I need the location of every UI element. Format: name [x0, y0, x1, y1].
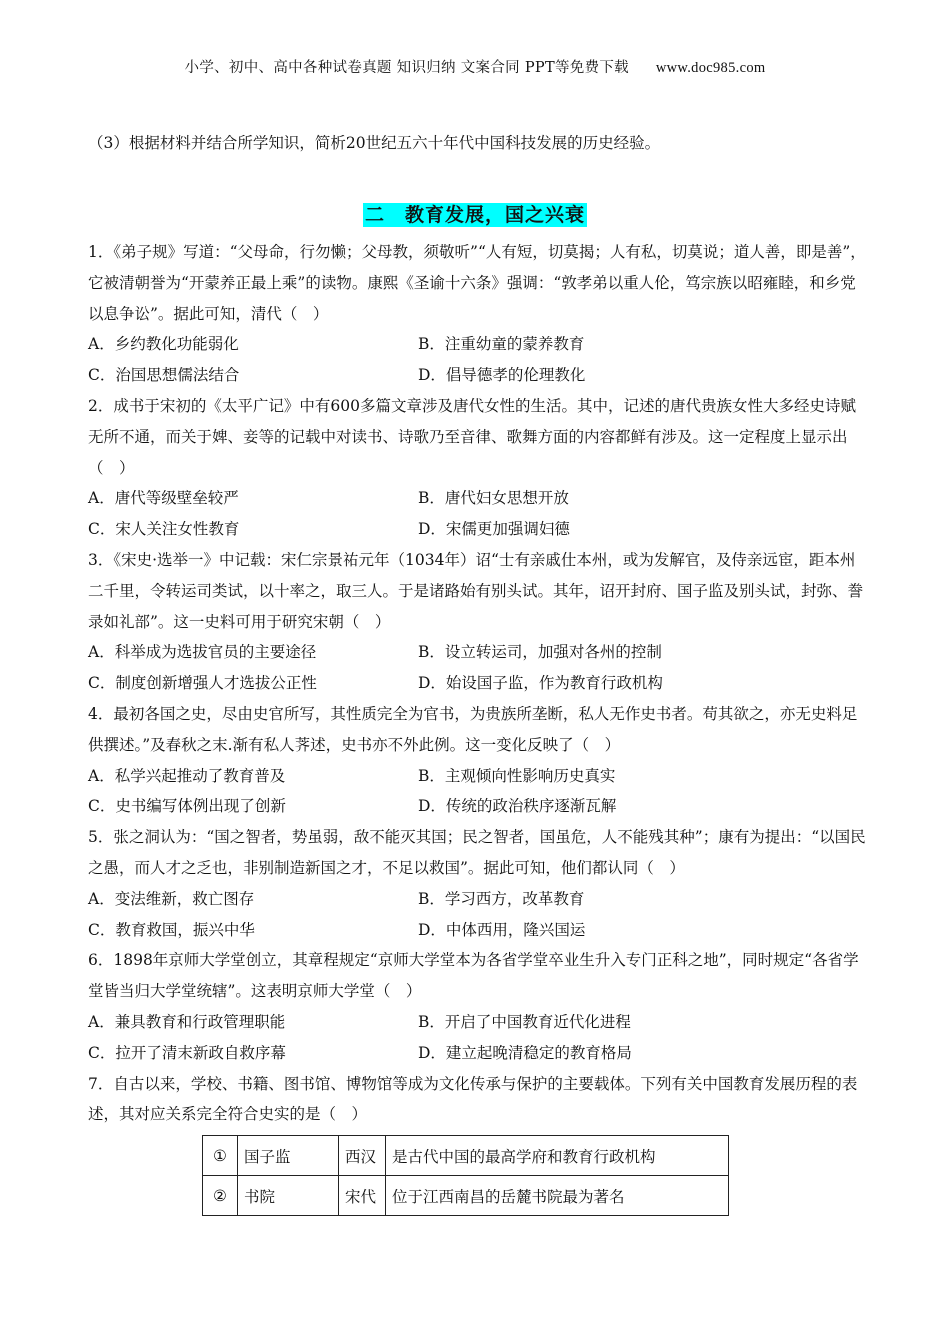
option-b[interactable]: B．学习西方，改革教育: [418, 889, 585, 908]
table-cell: 书院: [238, 1176, 339, 1216]
question-6: [88, 945, 868, 1068]
table-row: [203, 1176, 729, 1216]
option-grid: [88, 637, 868, 699]
option-b[interactable]: B．设立转运司，加强对各州的控制: [418, 643, 662, 662]
table-cell: ①: [203, 1136, 238, 1176]
table-cell: 西汉: [339, 1136, 386, 1176]
question-stem: 5．张之洞认为：“国之智者，势虽弱，敌不能灭其国；民之智者，国虽危，人不能残其种”；康有为提出：“以国民之愚，而人才之乏也，非别制造新国之才，不足以救国”。据此可知，他们都认同（ ）: [88, 828, 866, 877]
question-4: [88, 699, 868, 822]
history-table: [202, 1135, 729, 1216]
page-header: [0, 56, 950, 77]
option-a[interactable]: A．科举成为选拔官员的主要途径: [88, 643, 317, 662]
question-stem: 3．《宋史·选举一》中记载：宋仁宗景祐元年（1034年）诏“士有亲戚仕本州，或为发解官，及侍亲远宦，距本州二千里，令转运司类试，以十率之，取三人。于是诸路始有别头试。其年，诏开封府、国子监及别头试，封弥、誊录如礼部”。这一史料可用于研究宋朝（ ）: [88, 550, 864, 631]
option-grid: [88, 761, 868, 823]
option-d[interactable]: D．建立起晚清稳定的教育格局: [418, 1043, 632, 1062]
option-c[interactable]: C．史书编写体例出现了创新: [88, 797, 286, 816]
table-cell: 位于江西南昌的岳麓书院最为著名: [386, 1176, 729, 1216]
option-d[interactable]: D．中体西用，隆兴国运: [418, 920, 586, 939]
header-text: 小学、初中、高中各种试卷真题 知识归纳 文案合同 PPT等免费下载: [184, 60, 629, 76]
option-c[interactable]: C．宋人关注女性教育: [88, 520, 240, 539]
question-1: [88, 237, 868, 391]
option-grid: [88, 483, 868, 545]
option-b[interactable]: B．注重幼童的蒙养教育: [418, 335, 585, 354]
option-a[interactable]: A．变法维新，救亡图存: [88, 889, 255, 908]
option-grid: [88, 884, 868, 946]
table-cell: ②: [203, 1176, 238, 1216]
option-d[interactable]: D．传统的政治秩序逐渐瓦解: [418, 797, 617, 816]
section-title-text: 二 教育发展，国之兴衰: [364, 204, 585, 226]
option-a[interactable]: A．私学兴起推动了教育普及: [88, 766, 286, 785]
option-c[interactable]: C．教育救国，振兴中华: [88, 920, 255, 939]
option-b[interactable]: B．主观倾向性影响历史真实: [418, 766, 616, 785]
option-b[interactable]: B．唐代妇女思想开放: [418, 489, 569, 508]
option-c[interactable]: C．制度创新增强人才选拔公正性: [88, 674, 317, 693]
option-d[interactable]: D．始设国子监，作为教育行政机构: [418, 674, 663, 693]
table-cell: 宋代: [339, 1176, 386, 1216]
option-a[interactable]: A．乡约教化功能弱化: [88, 335, 239, 354]
option-a[interactable]: A．兼具教育和行政管理职能: [88, 1012, 286, 1031]
question-2: [88, 391, 868, 545]
option-grid: [88, 329, 868, 391]
question-list: [88, 237, 868, 1130]
option-a[interactable]: A．唐代等级壁垒较严: [88, 489, 239, 508]
question-3: [88, 545, 868, 699]
option-c[interactable]: C．拉开了清末新政自救序幕: [88, 1043, 286, 1062]
table-row: [203, 1136, 729, 1176]
question-stem: 4．最初各国之史，尽由史官所写，其性质完全为官书，为贵族所垄断，私人无作史书者。苟其欲之，亦无史料足供撰述。”及春秋之末.渐有私人荠述，史书亦不外此例。这一变化反映了（ ）: [88, 704, 858, 754]
option-grid: [88, 1007, 868, 1069]
question-7: [88, 1069, 868, 1131]
table-cell: 国子监: [238, 1136, 339, 1176]
section-title: [0, 200, 950, 227]
question-stem: 6．1898年京师大学堂创立，其章程规定“京师大学堂本为各省学堂卒业生升入专门正科之地”，同时规定“各省学堂皆当归大学堂统辖”。这表明京师大学堂（ ）: [88, 951, 859, 1001]
question-5: [88, 822, 868, 945]
question-stem: 7．自古以来，学校、书籍、图书馆、博物馆等成为文化传承与保护的主要载体。下列有关中国教育发展历程的表述，其对应关系完全符合史实的是（ ）: [88, 1074, 858, 1124]
table-cell: 是古代中国的最高学府和教育行政机构: [386, 1136, 729, 1176]
option-b[interactable]: B．开启了中国教育近代化进程: [418, 1012, 631, 1031]
question-stem: 1．《弟子规》写道：“父母命，行勿懒；父母教，须敬听”“人有短，切莫揭；人有私，切莫说；道人善，即是善”，它被清朝誉为“开蒙养正最上乘”的读物。康熙《圣谕十六条》强调：“敦孝弟以重人伦，笃宗族以昭雍睦，和乡党以息争讼”。据此可知，清代（ ）: [88, 243, 866, 323]
header-site[interactable]: www.doc985.com: [655, 60, 766, 76]
option-d[interactable]: D．宋儒更加强调妇德: [418, 520, 570, 539]
intro-question: （3）根据材料并结合所学知识，简析20世纪五六十年代中国科技发展的历史经验。: [88, 134, 661, 152]
option-c[interactable]: C．治国思想儒法结合: [88, 366, 240, 385]
question-stem: 2．成书于宋初的《太平广记》中有600多篇文章涉及唐代女性的生活。其中，记述的唐代贵族女性大多经史诗赋无所不通，而关于婢、妾等的记载中对读书、诗歌乃至音律、歌舞方面的内容都鲜有涉及。这一定程度上显示出（ ）: [88, 396, 856, 477]
option-d[interactable]: D．倡导德孝的伦理教化: [418, 366, 586, 385]
